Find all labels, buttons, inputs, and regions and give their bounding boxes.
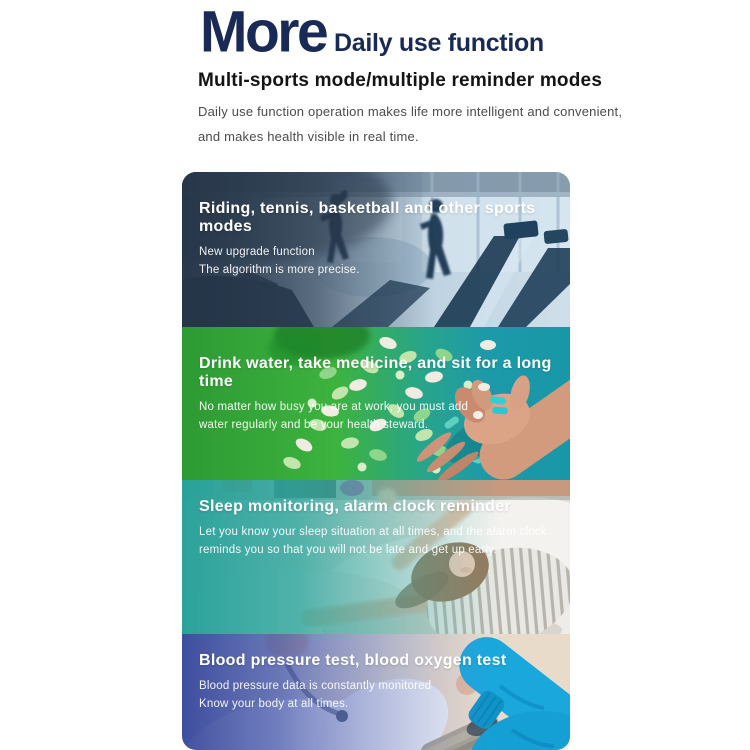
- card-line: The algorithm is more precise.: [199, 263, 360, 276]
- card-title: Sleep monitoring, alarm clock reminder: [199, 498, 511, 515]
- card-reminders: [182, 327, 570, 480]
- card-text-block: [199, 480, 560, 559]
- card-text-block: [199, 327, 560, 434]
- page-title: More: [200, 0, 327, 65]
- card-title: Riding, tennis, basketball and other sports modes: [199, 200, 536, 235]
- card-title: Drink water, take medicine, and sit for a long time: [199, 355, 552, 390]
- card-text-block: [199, 172, 560, 279]
- card-text-block: [199, 634, 560, 713]
- page-title-suffix: Daily use function: [334, 29, 544, 57]
- card-sports-modes: [182, 172, 570, 327]
- card-line: New upgrade function: [199, 246, 315, 258]
- section-heading: Multi-sports mode/multiple reminder modes: [198, 70, 603, 91]
- card-line: Know your body at all times.: [199, 697, 349, 710]
- card-line: water regularly and be your health steward.: [199, 418, 429, 431]
- card-line: Let you know your sleep situation at all times, and the alarm clock: [199, 526, 547, 538]
- card-line: Blood pressure data is constantly monitored: [199, 680, 432, 692]
- card-line: reminds you so that you will not be late and get up early.: [199, 543, 497, 556]
- card-title: Blood pressure test, blood oxygen test: [199, 652, 507, 669]
- card-sleep: [182, 480, 570, 634]
- card-line: No matter how busy you are at work, you must add: [199, 401, 469, 413]
- card-health-tests: [182, 634, 570, 750]
- feature-card-stack: [182, 172, 570, 750]
- description-line: Daily use function operation makes life more intelligent and convenient,: [198, 104, 623, 119]
- description-line: and makes health visible in real time.: [198, 129, 419, 144]
